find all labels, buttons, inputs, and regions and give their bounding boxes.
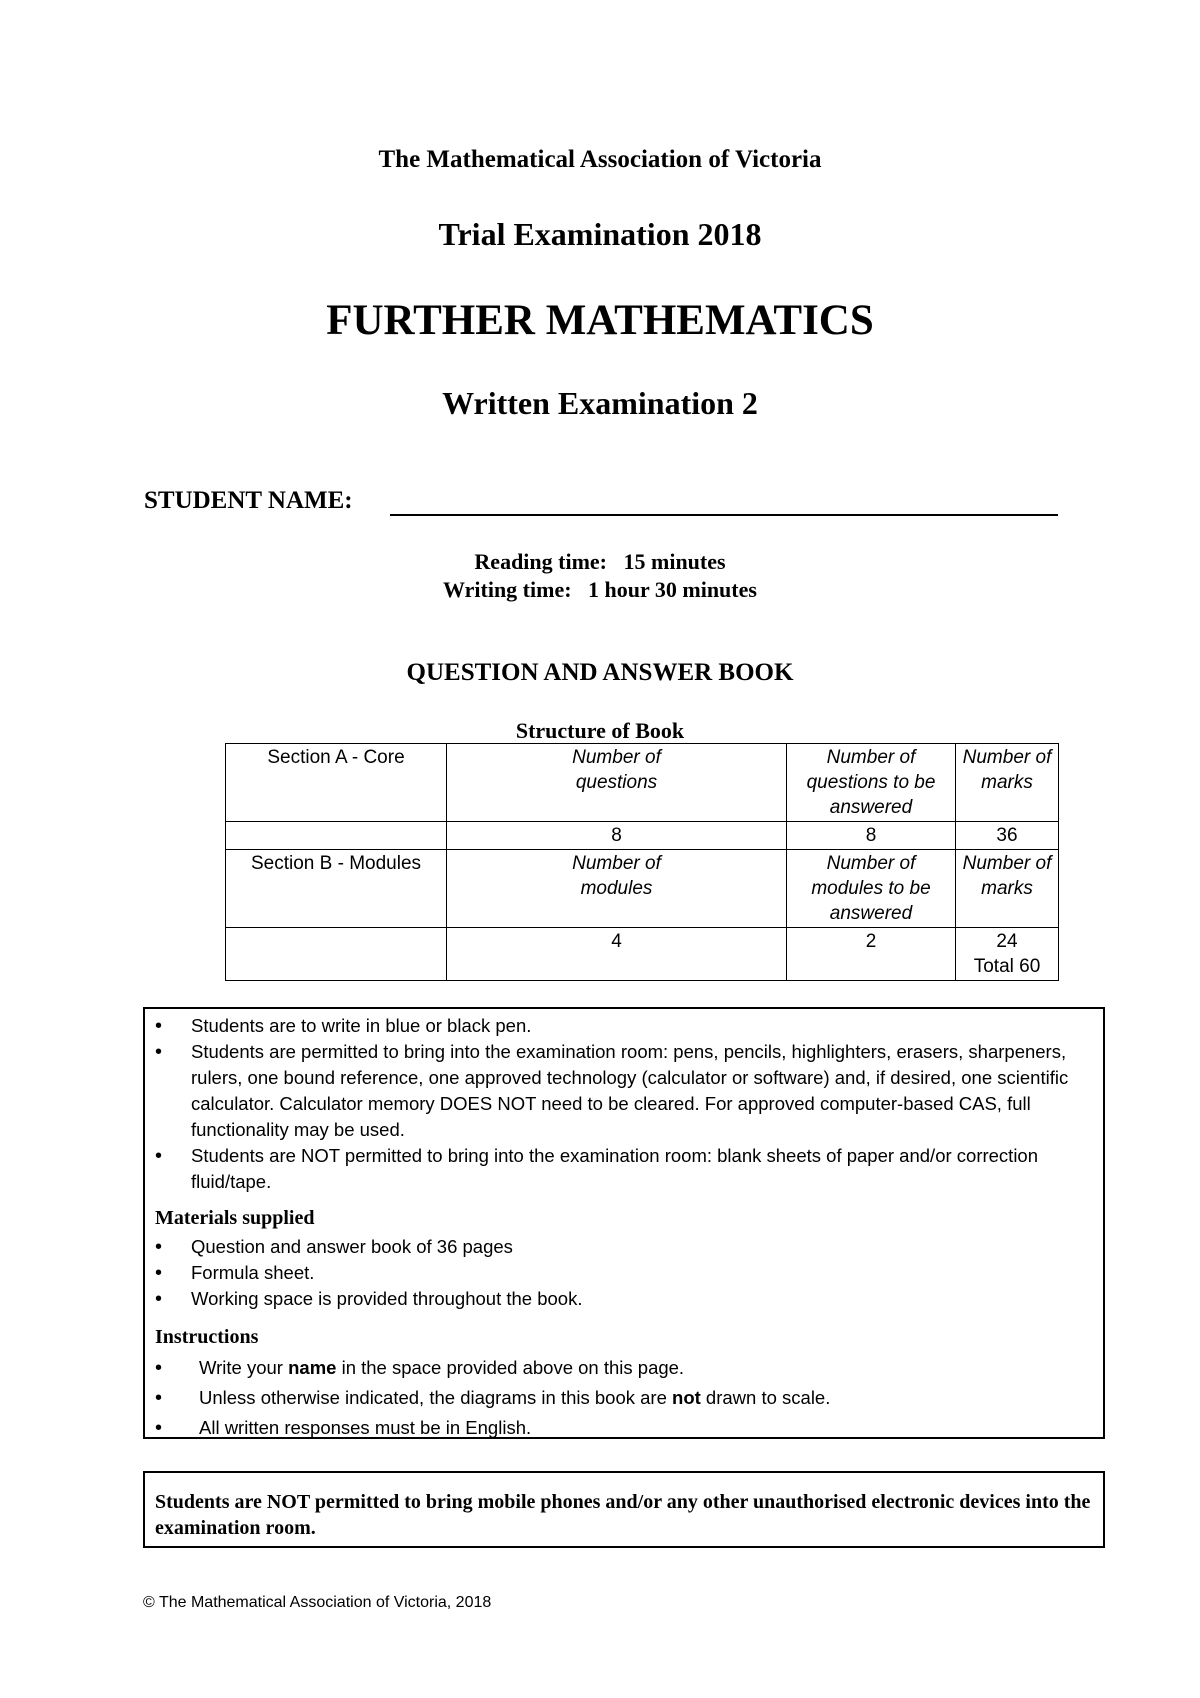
list-item: • Formula sheet.	[145, 1260, 1085, 1286]
table-cell: Number of marks	[956, 744, 1059, 822]
rules-box	[143, 1007, 1105, 1439]
list-item: • Write your name in the space provided above on this page.	[145, 1353, 1085, 1383]
table-cell	[226, 928, 447, 981]
table-cell: Section A - Core	[226, 744, 447, 822]
table-cell: Number of modules to be answered	[787, 850, 956, 928]
structure-title: Structure of Book	[515, 718, 685, 743]
table-row	[226, 822, 1059, 850]
list-item: • Unless otherwise indicated, the diagrams in this book are not drawn to scale.	[145, 1383, 1085, 1413]
cell-text: Number of modules	[572, 853, 661, 899]
association-name: The Mathematical Association of Victoria	[378, 146, 822, 173]
table-cell	[226, 822, 447, 850]
table-cell: Section B - Modules	[226, 850, 447, 928]
student-name-label: STUDENT NAME:	[144, 487, 353, 514]
list-item: • Students are NOT permitted to bring into the examination room: blank sheets of paper and/or correction fluid/tape.	[145, 1143, 1085, 1195]
table-row	[226, 850, 1059, 928]
table-row	[226, 744, 1059, 822]
paper-title: Written Examination 2	[442, 385, 758, 421]
materials-list	[145, 1234, 1085, 1312]
trial-title: Trial Examination 2018	[438, 216, 762, 252]
phone-notice: Students are NOT permitted to bring mobile phones and/or any other unauthorised electronic devices into the examination room.	[143, 1471, 1105, 1548]
table-row	[226, 928, 1059, 981]
total-marks: Total 60	[973, 956, 1041, 977]
marks-value: 24	[996, 931, 1018, 952]
table-cell: 8	[447, 822, 787, 850]
copyright-footer: © The Mathematical Association of Victoria, 2018	[143, 1594, 492, 1611]
table-cell: 4	[447, 928, 787, 981]
table-cell: 2	[787, 928, 956, 981]
instructions-heading: Instructions	[155, 1326, 259, 1348]
list-item: • Students are to write in blue or black pen.	[145, 1013, 1085, 1039]
materials-heading: Materials supplied	[155, 1207, 315, 1229]
subject-title: FURTHER MATHEMATICS	[326, 297, 874, 344]
rules-list	[145, 1013, 1085, 1195]
reading-time: Reading time: 15 minutes	[474, 549, 726, 574]
table-cell	[447, 744, 787, 822]
table-cell: 8	[787, 822, 956, 850]
emphasis: name	[288, 1357, 337, 1378]
list-item: • Students are permitted to bring into the examination room: pens, pencils, highlighters, erasers, sharpeners, rulers, one bound reference, one approved technology (calculator or software) and, if desired, one scientific calculator. Calculator memory DOES NOT need to be cleared. For approved computer-based CAS, full functionality may be used.	[145, 1039, 1085, 1143]
book-title: QUESTION AND ANSWER BOOK	[406, 659, 794, 686]
table-cell	[447, 850, 787, 928]
table-cell: Number of questions to be answered	[787, 744, 956, 822]
emphasis: not	[672, 1387, 701, 1408]
instructions-list	[145, 1353, 1085, 1443]
list-item: • Question and answer book of 36 pages	[145, 1234, 1085, 1260]
table-cell: Number of marks	[956, 850, 1059, 928]
list-item: • Working space is provided throughout the book.	[145, 1286, 1085, 1312]
table-cell	[956, 928, 1059, 981]
writing-time: Writing time: 1 hour 30 minutes	[443, 577, 757, 602]
cell-text: Number of questions	[572, 747, 661, 793]
student-name-line[interactable]	[390, 514, 1058, 516]
list-item: • All written responses must be in English.	[145, 1413, 1085, 1443]
table-cell: 36	[956, 822, 1059, 850]
exam-times	[0, 548, 1200, 604]
structure-table	[225, 743, 1059, 981]
